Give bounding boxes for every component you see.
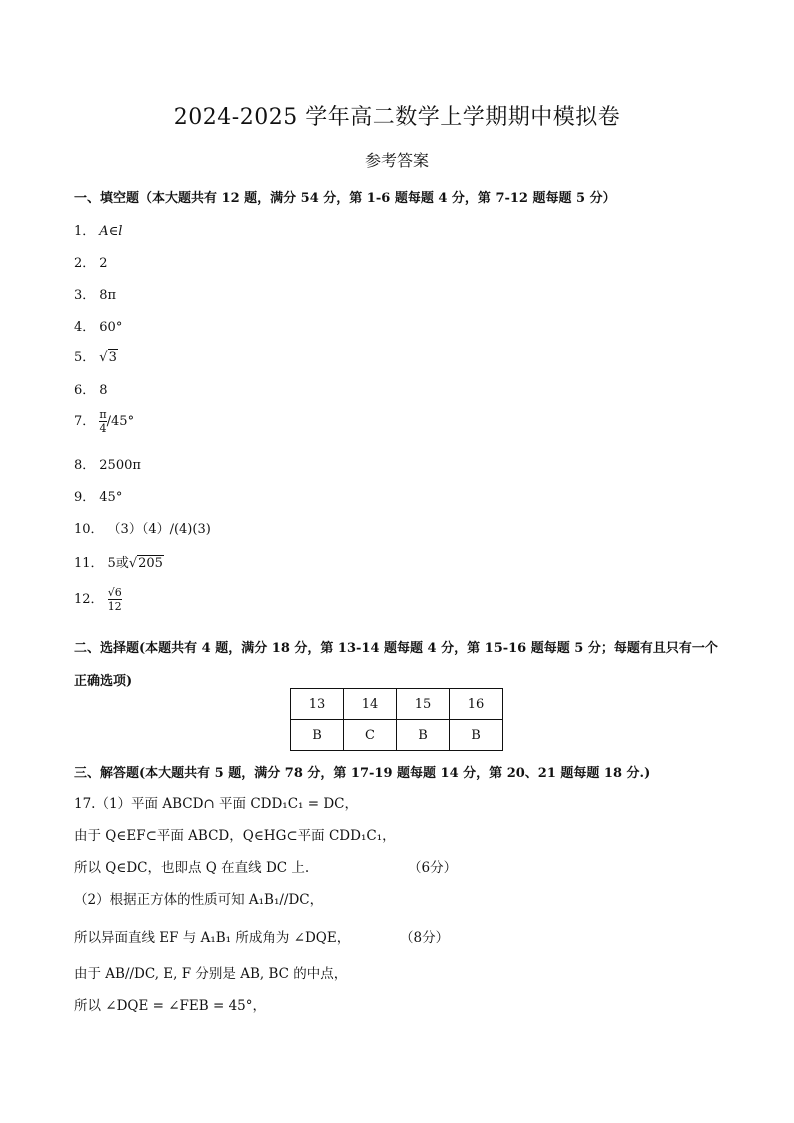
table-cell: B [397,720,450,751]
solution-line: 由于 AB//DC, E, F 分别是 AB, BC 的中点， [74,966,348,982]
table-row [291,689,503,720]
section-3-heading: 三、解答题(本大题共有 5 题，满分 78 分，第 17-19 题每题 14 分，第 20、21 题每题 18 分.) [74,766,651,781]
answer-item-8: 8． 2500π [74,458,141,473]
answer-item-9: 9． 45° [74,490,123,505]
section-1-heading: 一、填空题（本大题共有 12 题，满分 54 分，第 1-6 题每题 4 分，第 7-12 题每题 5 分） [74,191,616,206]
table-cell: 14 [344,689,397,720]
answer-item-3: 3． 8π [74,288,117,303]
section-2-heading: 二、选择题(本题共有 4 题，满分 18 分，第 13-14 题每题 4 分，第 15-16 题每题 5 分；每题有且只有一个正确选项) [74,641,718,689]
page-title: 2024-2025 学年高二数学上学期期中模拟卷 [173,105,621,130]
solution-line: 由于 Q∈EF⊂平面 ABCD，Q∈HG⊂平面 CDD₁C₁， [74,828,396,844]
solution-line: （2）根据正方体的性质可知 A₁B₁//DC， [74,892,324,908]
answer-item-2: 2． 2 [74,256,108,271]
answer-item-7: 7． $\frac{\pi}{4}$ /45° [74,408,135,435]
answer-item-5: 5． √3 [74,350,117,365]
score-note: （6分） [408,860,458,876]
table-cell: C [344,720,397,751]
answer-item-1: 1． A∈l [74,224,123,239]
solution-line: 所以 Q∈DC，也即点 Q 在直线 DC 上. [74,860,310,876]
table-cell: 13 [291,689,344,720]
answer-item-12: 12． $\frac{√6}{12}$ [74,586,122,613]
sqrt-symbol: √205 [128,556,163,571]
sqrt-symbol: √3 [99,350,117,365]
answer-item-11: 11． 5或√205 [74,556,163,571]
solution-line: 所以异面直线 EF 与 A₁B₁ 所成角为 ∠DQE， [74,930,351,946]
table-cell: B [450,720,503,751]
table-cell: 15 [397,689,450,720]
score-note: （8分） [400,930,450,946]
solution-line: 所以 ∠DQE = ∠FEB = 45°， [74,998,267,1014]
solution-line: 17.（1）平面 ABCD∩ 平面 CDD₁C₁ = DC， [74,796,358,812]
answer-item-4: 4． 60° [74,320,123,335]
table-cell: B [291,720,344,751]
table-cell: 16 [450,689,503,720]
answer-item-10: 10． （3）（4）/(4)(3) [74,522,211,537]
table-row [291,720,503,751]
fraction: $\frac{\pi}{4}$ [99,408,107,435]
page-subtitle: 参考答案 [364,151,429,170]
fraction: $\frac{√6}{12}$ [107,586,122,613]
answer-item-6: 6． 8 [74,383,108,398]
choice-answer-table [290,688,503,751]
